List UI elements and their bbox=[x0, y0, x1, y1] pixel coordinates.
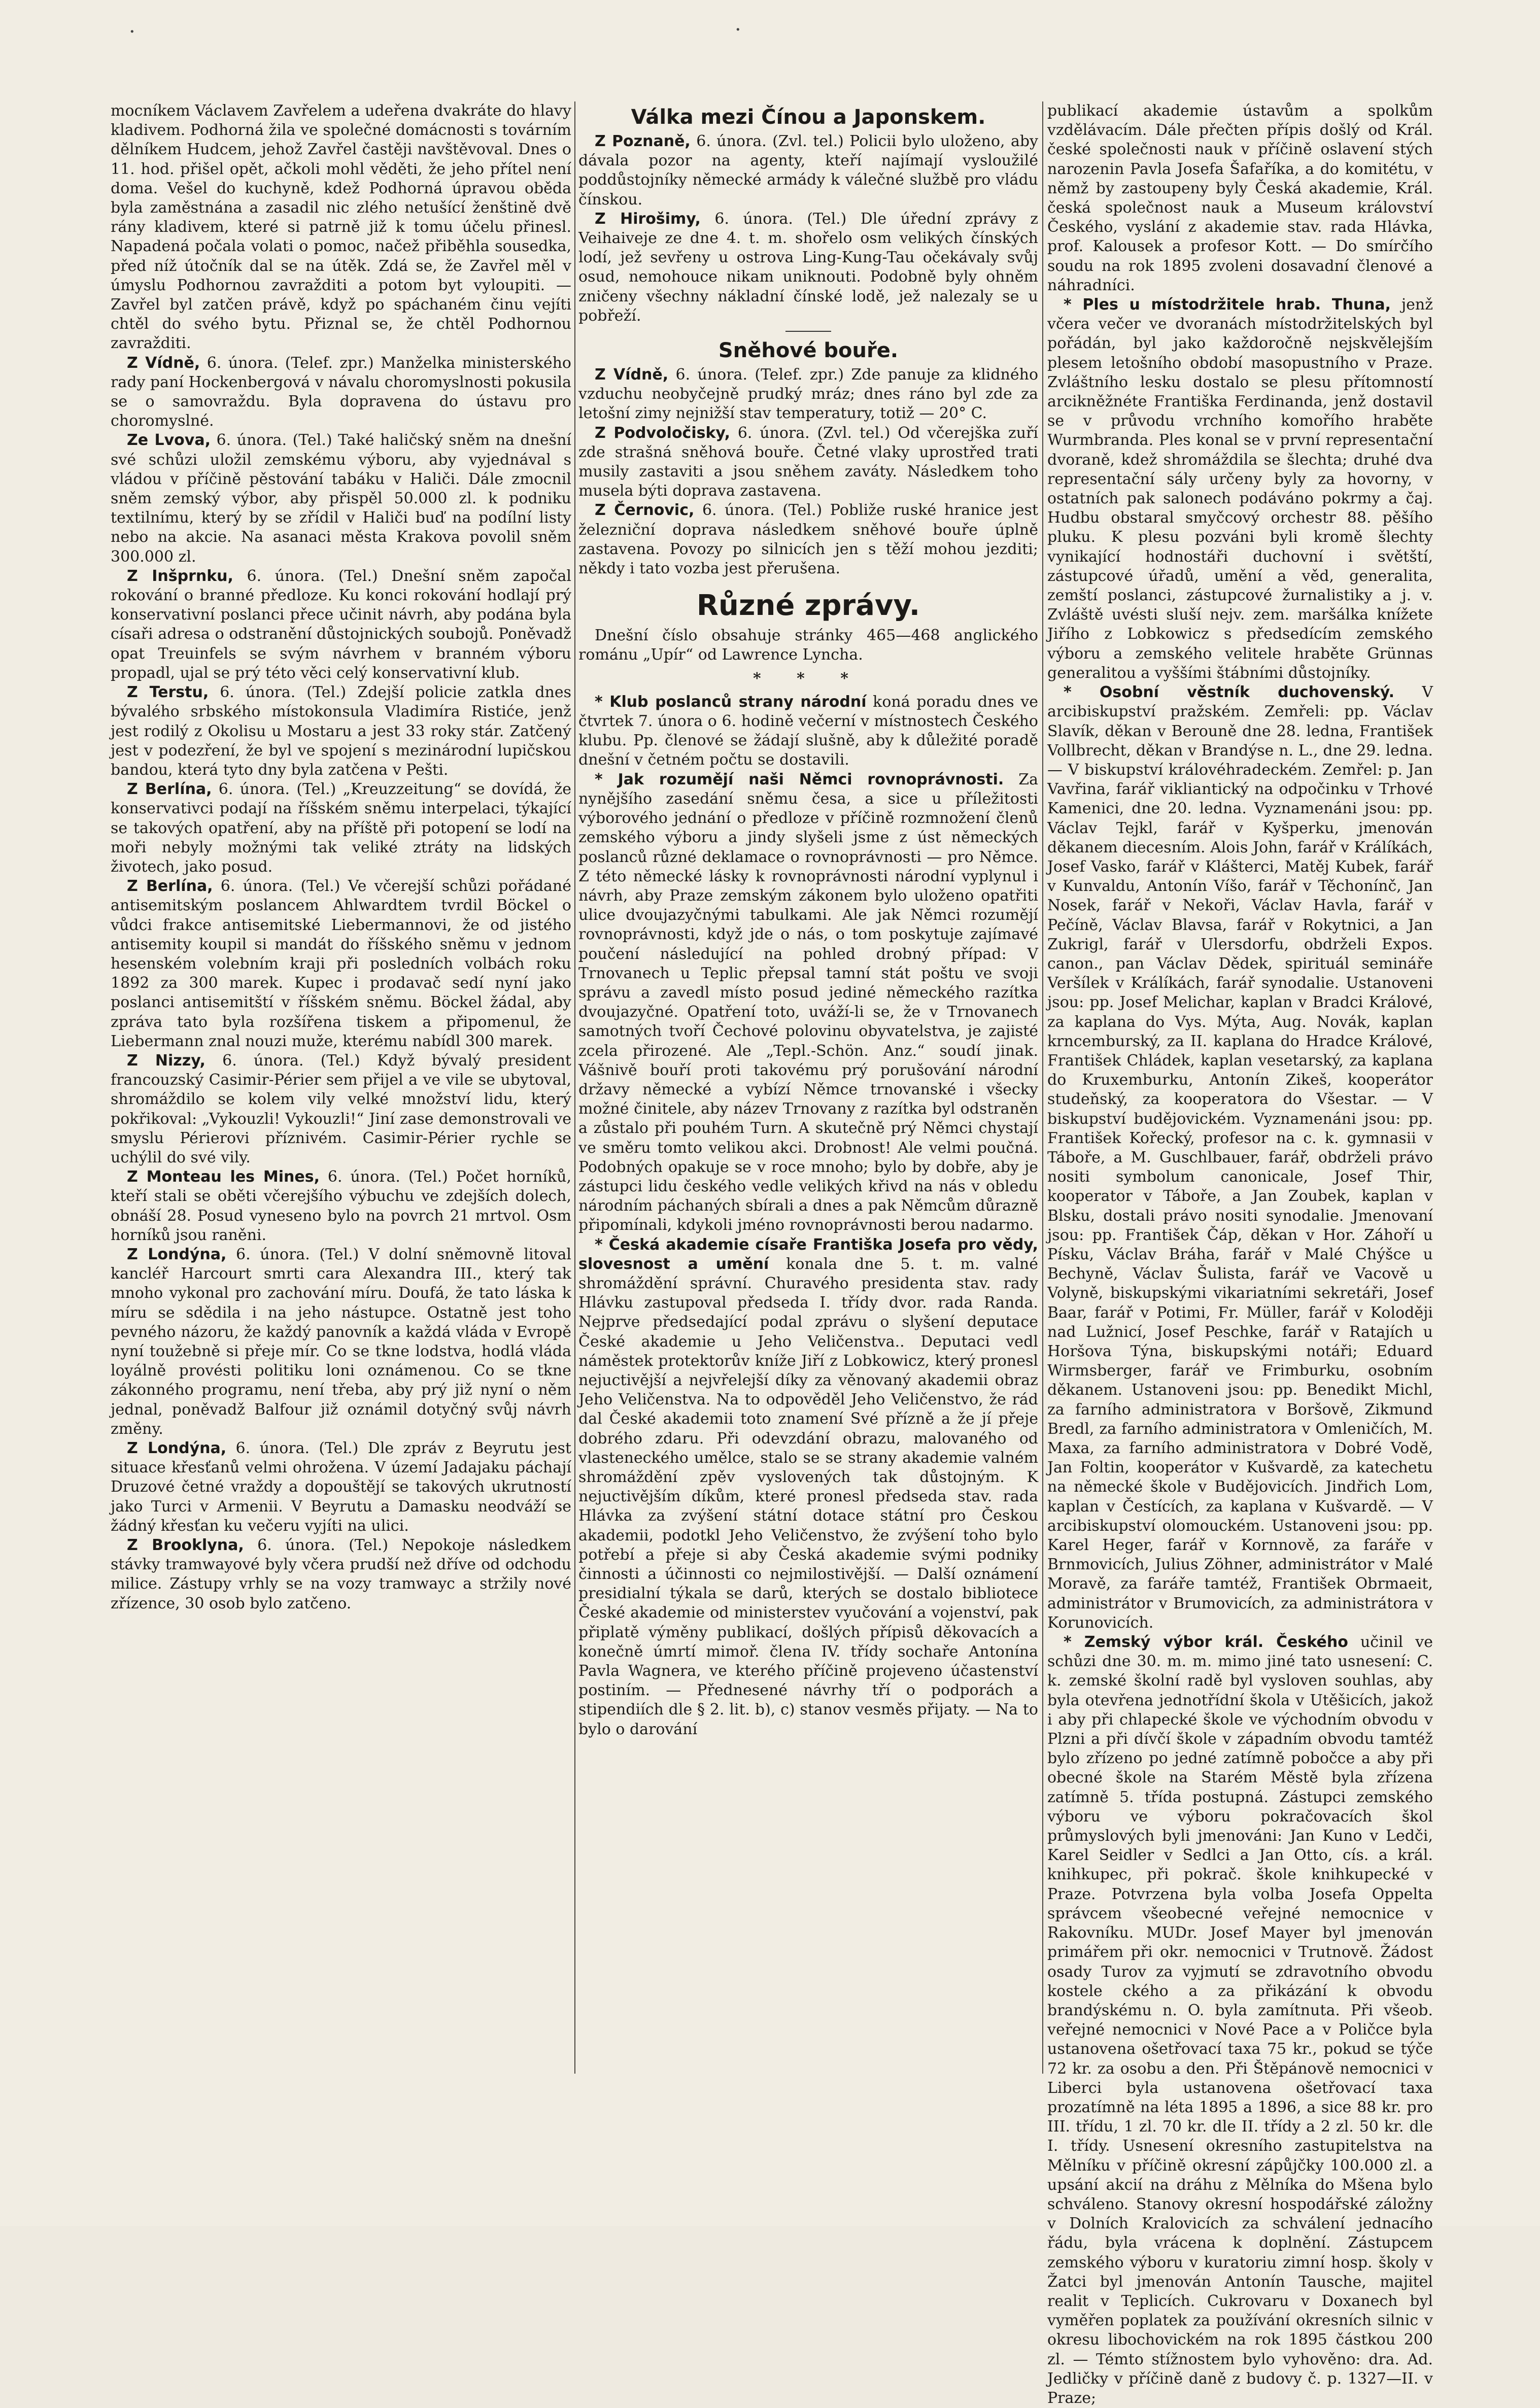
news-paragraph bbox=[578, 501, 1038, 578]
paragraph-text: V arcibiskupství pražském. Zemřeli: pp. Václav Slavík, děkan v Berouně dne 28. ledna, František Vollbrecht, děkan v Brandýse n. L., dne 29. ledna. — V biskupství královéhradeckém. Zemřel: p. Jan Vavřina, farář vikliantický na odpočinku v Trhové Kamenici, dne 20. ledna. Vyznamenáni jsou: pp. Václav Tejkl, farář v Kyšperku, jmenován děkanem diecesním. Alois John, farář v Králíkách, Josef Vasko, farář v Klášterci, Matěj Kubek, farář v Kunvaldu, Antonín Víšo, farář v Těchonínč, Jan Nosek, farář v Nekoři, Václav Havla, farář v Pečíně, Václav Blavsa, farář v Rokytnici, a Jan Zukrigl, farář v Ulersdorfu, obdrželi Expos. canon., pan Václav Dědek, spirituál semináře Veršílek v Králíkách, farář synodalie. Ustanoveni jsou: pp. Josef Melichar, kaplan v Bradci Králové, za kaplana do Vys. Mýta, Aug. Novák, kaplan krncemburský, za II. kaplana do Hradce Králové, František Chládek, kaplan vesetarský, za kaplana do Kruxemburku, Antonín Zikeš, kooperátor studeňský, za kooperatora do Všestar. — V biskupství budějovickém. Vyznamenáni jsou: pp. František Kořecký, profesor na c. k. gymnasii v Táboře, a M. Guschlbauer, farář, obdrželi právo nositi symbolum canonicale, Josef Thir, kooperator v Táboře, a Jan Zoubek, kaplan v Blsku, dostali právo nositi synodalie. Jmenovaní jsou: pp. František Čáp, děkan v Hor. Záhoří u Písku, Václav Bráha, farář v Malé Chýšce u Bechyně, Václav Šulista, farář ve Vacově u Volyně, biskupskými vikariatními sekretáři, Josef Baar, farář v Potimi, Fr. Müller, farář v Koloději nad Lužnicí, Josef Peschke, farář v Ratajích u Horšova Týna, biskupskými notáři; Eduard Wirmsberger, farář ve Frimburku, osobním děkanem. Ustanoveni jsou: pp. Benedikt Michl, za farního administratora v Boršově, Zikmund Bredl, za farního administratora v Omleničích, M. Maxa, za farního administratora v Dobré Vodě, Jan Foltin, kooperátor v Kušvardě, za katechetu na německé škole v Budějovicích. Jindřich Lom, kaplan v Čestících, za kaplana v Kušvardě. — V arcibiskupství olomouckém. Ustanoveni jsou: pp. Karel Heger, farář v Kornnově, za faráře v Brnmovicích, Julius Zöhner, administrátor v Malé Moravě, za faráře tamtéž, František Obrmaeit, administrátor v Brumovicích, za administrátora v Korunovicích. bbox=[1047, 683, 1433, 1632]
paragraph-text: 6. února. (Tel.) Když bývalý president francouzský Casimir-Périer sem přijel a ve vile se ubytoval, shromáždilo se kolem vily velké množství lidu, který pokřikoval: „Vykouzli! Vykouzli!“ Jiní zase demonstrovali ve smyslu Périerovi příznivém. Casimir-Périer rychle se uchýlil do své vily. bbox=[111, 1051, 571, 1166]
news-paragraph bbox=[111, 567, 571, 683]
paragraph-text: jenž včera večer ve dvoranách místodržitelských byl pořádán, byl jako každoročně nejskvělejším plesem letošního období masopustního v Praze. Zvláštního lesku dostalo se plesu přítomností arcikněžnéte Františka Ferdinanda, jenž dostavil se v průvodu vrchního komořího hraběte Wurmbranda. Ples konal se v první representační dvoraně, kdež shromáždila se šlechta; druhé dva representační sály určeny byly za hovorny, v ostatních pak salonech podáváno pokrmy a čaj. Hudbu obstaral smyčcový orchestr 88. pěšího pluku. K plesu pozváni byli kromě šlechty vynikající hodnostáři duchovní i světští, zástupcové úřadů, umění a věd, generalita, zemští poslanci, zástupcové žurnalistiky a j. v. Zvláště uvésti sluší nejv. zem. maršálka knížete Jiřího z Lobkowicz s předsedícím zemského výboru a zemského velitele hraběte Grünnas generalitou a vyššími štábními důstojníky. bbox=[1047, 296, 1433, 682]
news-paragraph bbox=[111, 431, 571, 566]
war-articles bbox=[578, 132, 1038, 326]
snow-articles bbox=[578, 365, 1038, 578]
paragraph-text: 6. února. (Tel.) Nepokoje následkem stávky tramwayové byly včera prudší než dříve od odchodu milice. Zástupy vrhly se na vozy tramwayc a stržily nové zřízence, 30 osob bylo zatčeno. bbox=[111, 1536, 571, 1612]
separator-rule bbox=[785, 331, 831, 332]
news-paragraph bbox=[111, 1167, 571, 1245]
news-paragraph bbox=[578, 626, 1038, 665]
news-paragraph bbox=[111, 1245, 571, 1439]
dateline: Z Vídně, bbox=[595, 366, 669, 384]
news-paragraph bbox=[111, 101, 571, 354]
paragraph-text: 6. února. (Zvl. tel.) Policii bylo uloženo, aby dávala pozor na agenty, kteří najímají vysloužilé poddůstojníky německé armády k válečné službě pro vládu čínskou. bbox=[578, 132, 1038, 209]
dateline: * Klub poslanců strany národní bbox=[595, 693, 867, 711]
margin-mark: · bbox=[129, 20, 135, 44]
paragraph-text: Dnešní číslo obsahuje stránky 465—468 anglického románu „Upír“ od Lawrence Lyncha. bbox=[578, 627, 1038, 664]
section-heading-snow: Sněhové bouře. bbox=[718, 339, 899, 363]
asterism-separator: * * * bbox=[753, 669, 864, 687]
news-paragraph bbox=[578, 210, 1038, 326]
dateline: Z Nizzy, bbox=[127, 1051, 206, 1070]
paragraph-text: 6. února. (Telef. zpr.) Zde panuje za klidného vzduchu neobyčejně prudký mráz; dnes ráno byl zde za letošní zimy nejnižší stav temperatury, totiž — 20° C. bbox=[578, 366, 1039, 423]
news-paragraph bbox=[1047, 295, 1433, 683]
paragraph-text: 6. února. (Tel.) V dolní sněmovně litoval kancléř Harcourt smrti cara Alexandra III., který tak mnoho vykonal pro zachování míru. Doufá, že tato láska k míru se sdědila i na jeho nástupce. Ostatně jest toho pevného názoru, že každý panovník a každá vláda v Evropě nyní toužebně si přeje mír. Co se tkne lodstva, hodlá vláda loyálně provésti politiku loni oznámenou. Co se tkne zákonného programu, není třeba, aby prý již nyní o něm jednal, poněvadž Balfour již oznámil dotyčný svůj návrh změny. bbox=[111, 1245, 572, 1438]
dateline: Z Poznaně, bbox=[595, 132, 691, 150]
news-paragraph bbox=[578, 424, 1038, 501]
dateline: Z Londýna, bbox=[127, 1245, 227, 1263]
news-paragraph bbox=[111, 1439, 571, 1536]
dateline: Z Černovic, bbox=[595, 501, 695, 520]
news-paragraph bbox=[1047, 1633, 1433, 2408]
dateline: * Česká akademie císaře Františka Josefa pro vědy, slovesnost a umění bbox=[578, 1235, 1038, 1273]
news-paragraph bbox=[111, 1536, 571, 1613]
column-2 bbox=[578, 101, 1038, 2074]
column-divider bbox=[1042, 101, 1043, 2074]
news-paragraph bbox=[111, 780, 571, 877]
paragraph-text: 6. února. (Tel.) „Kreuzzeitung“ se dovídá, že konservativci podají na říšském sněmu interpelaci, týkající se takových opatření, aby na příště při potopení se lodí na moři nebyly možnými tak veliké ztráty na lidských životech, jako posud. bbox=[111, 780, 571, 876]
paragraph-text: 6. února. (Tel.) Také haličský sněm na dnešní své schůzi uložil zemskému výboru, aby vyjednával s vládou v příčině pěstování tabáku v Haliči. Dále zmocnil sněm zemský výbor, aby přispěl 50.000 zl. k podniku textilnímu, který by se zřídil v Haliči buď na podílní listy nebo na akcie. Na asanaci města Krakova povolil sněm 300.000 zl. bbox=[111, 431, 571, 566]
dateline: * Jak rozumějí naši Němci rovnoprávnosti. bbox=[595, 770, 1004, 788]
dateline: Z Monteau les Mines, bbox=[127, 1168, 320, 1186]
news-paragraph bbox=[1047, 683, 1433, 1633]
news-paragraph bbox=[111, 1051, 571, 1167]
dateline: Z Brooklyna, bbox=[127, 1536, 244, 1555]
paragraph-text: 6. února. (Telef. zpr.) Manželka ministerského rady paní Hockenbergová v návalu choromyslnosti pokusila se o samovraždu. Byla dopravena do ústavu pro choromyslné. bbox=[111, 354, 571, 430]
news-paragraph bbox=[111, 683, 571, 780]
paragraph-text: 6. února. (Zvl. tel.) Od včerejška zuří zde strašná sněhová bouře. Četné vlaky uprostřed trati musily zastaviti a jsou sněhem zaváty. Následkem toho musela býti doprava zastavena. bbox=[578, 424, 1038, 500]
paragraph-text: 6. února. (Tel.) Dle zpráv z Beyrutu jest situace křesťanů velmi ohrožena. V území Jadajaku páchají Druzové četné vraždy a dopouštějí se takových ukrutností jako Turci v Armenii. V Beyrutu a Damasku neodváží se žádný křesťan ku večeru vyjíti na ulici. bbox=[111, 1439, 572, 1535]
dateline: Z Berlína, bbox=[127, 780, 212, 799]
paragraph-text: mocníkem Václavem Zavřelem a udeřena dvakráte do hlavy kladivem. Podhorná žila ve společné domácnosti s továrním dělníkem Hudcem, jehož Zavřel častěji navštěvoval. Dnes o 11. hod. přišel opět, ačkoli mohl věděti, že jeho přítel není doma. Vešel do kuchyně, kdež Podhorná úpravou oběda byla zaměstnána a zasadil nic zlého netušící ženštině dvě rány kladivem, které si patrně již k tomu účelu přinesl. Napadená počala volati o pomoc, načež přiběhla sousedka, před níž útočník dal se na útěk. Zdá se, že Zavřel měl v úmyslu Podhornou zavražditi a potom byt vyloupiti. — Zavřel byl zatčen právě, když po spáchaném činu vejíti chtěl do svého bytu. Přiznal se, že chtěl Podhornou zavražditi. bbox=[111, 102, 571, 353]
margin-mark: · bbox=[735, 18, 741, 42]
section-heading-misc: Různé zprávy. bbox=[696, 589, 920, 623]
paragraph-text: 6. února. (Tel.) Zdejší policie zatkla dnes bývalého srbského místokonsula Vladimíra Ristiće, jenž jest rodilý z Okolisu u Mostaru a jest 33 roky stár. Zatčený jest v podezření, že byl ve spojení s mezinárodní lupičskou bandou, která tyto dny byla zatčena v Pešti. bbox=[111, 683, 571, 779]
column-divider bbox=[574, 101, 575, 2074]
paragraph-text: 6. února. (Tel.) Dnešní sněm započal rokování o branné předloze. Ku konci rokování hodlají prý konservativní poslanci přece učinit návrh, aby podána byla císaři adresa o odstranění důstojnických soubojů. Poněvadž opat Treuinfels se svým návrhem v branném výboru propadl, ujal se prý této věci celý konservativní klub. bbox=[111, 567, 571, 682]
dateline: * Ples u místodržitele hrab. Thuna, bbox=[1064, 296, 1391, 314]
dateline: * Osobní věstník duchovenský. bbox=[1064, 683, 1395, 702]
dateline: Z Terstu, bbox=[127, 683, 209, 702]
paragraph-text: 6. února. (Tel.) Dle úřední zprávy z Veihaiveje ze dne 4. t. m. shořelo osm velikých čínských lodí, jež sevřeny u ostrova Ling-Kung-Tau očekávaly svůj osud, nemohouce nikam uniknouti. Podobně byly ohněm zničeny všechny nákladní čínské lodě, jež nalezaly se u pobřeží. bbox=[578, 210, 1039, 325]
news-paragraph bbox=[111, 354, 571, 431]
news-paragraph bbox=[111, 877, 571, 1051]
dateline: Z Hirošimy, bbox=[595, 210, 701, 228]
column-1 bbox=[111, 101, 571, 2074]
dateline: Z Berlína, bbox=[127, 877, 213, 896]
column-3 bbox=[1047, 101, 1433, 2407]
news-paragraph bbox=[578, 693, 1038, 770]
dateline: * Zemský výbor král. Českého bbox=[1064, 1633, 1348, 1652]
dateline: Ze Lvova, bbox=[127, 431, 211, 450]
dateline: Z Inšprnku, bbox=[127, 567, 233, 585]
misc-articles bbox=[578, 626, 1038, 1739]
news-paragraph bbox=[578, 770, 1038, 1235]
news-paragraph bbox=[578, 132, 1038, 210]
news-paragraph bbox=[578, 365, 1038, 424]
paragraph-text: učinil ve schůzi dne 30. m. m. mimo jiné tato usnesení: C. k. zemské školní radě byl vysloven souhlas, aby byla otevřena jednotřídní škola v Utěšicích, jakož i aby při chlapecké škole ve východním obvodu v Plzni a při dívčí škole v západním obvodu tamtéž bylo zřízeno po jedné zatímně pobočce a aby při obecné škole na Starém Městě byla zřízena zatímně 5. třída postupná. Zástupci zemského výboru ve výboru pokračovacích škol průmyslových byli jmenováni: Jan Kuno v Ledči, Karel Seidler v Sedlci a Jan Otto, cís. a král. knihkupec, při pokrač. škole knihkupecké v Praze. Potvrzena byla volba Josefa Oppelta správcem všeobecné veřejné nemocnice v Rakovníku. MUDr. Josef Mayer byl jmenován primářem při okr. nemocnici v Trutnově. Žádost osady Turov za vyjmutí se zdravotního obvodu kostele ckého a za přikázání k obvodu brandýskému n. O. byla zamítnuta. Při všeob. veřejné nemocnici v Nové Pace a v Poličce byla ustanovena ošetřovací taxa 75 kr., pokud se týče 72 kr. za osobu a den. Při Štěpánově nemocnici v Liberci byla ustanovena ošetřovací taxa prozatímně na léta 1895 a 1896, a sice 88 kr. pro III. třídu, 1 zl. 70 kr. dle II. třídy a 2 zl. 50 kr. dle I. třídy. Usnesení okresního zastupitelstva na Mělníku v příčině okresní zápůjčky 100.000 zl. a upsání akcií na dráhu z Mělníka do Mšena bylo schváleno. Stanovy okresní hospodářské záložny v Dolních Kralovicích za schválení jednacího řádu, byla vrácena k doplnění. Zástupcem zemského výboru v kuratoriu zimní hosp. školy v Žatci byl jmenován Antonín Tausche, majitel realit v Teplicích. Cukrovaru v Doxanech byl vyměřen poplatek za používání okresních silnic v okresu libochovickém na rok 1895 částkou 200 zl. — Témto stížnostem bylo vyhověno: dra. Ad. Jedličky v příčině daně z budovy č. p. 1327—II. v Praze; bbox=[1047, 1633, 1433, 2407]
paragraph-text: 6. února. (Tel.) Pobliže ruské hranice jest železniční doprava následkem sněhové bouře úplně zastavena. Povozy po silnicích jen s těží mohou jezditi; někdy i tato vozba jest přerušena. bbox=[578, 501, 1038, 578]
dateline: Z Podvoločisky, bbox=[595, 424, 731, 442]
news-paragraph bbox=[1047, 101, 1433, 295]
paragraph-text: konala dne 5. t. m. valné shromáždění správní. Churavého presidenta stav. rady Hlávku zastupoval předseda I. třídy dvor. rada Randa. Nejprve předsedající podal zprávu o slyšení deputace České akademie u Jeho Veličenstva.. Deputaci vedl náměstek protektorův kníže Jiří z Lobkowicz, který pronesl nejuctivější a nejvřelejší díky za věnovaný akademii obraz Jeho Veličenstva. Na to odpověděl Jeho Veličenstvo, že rád dal České akademii toto znamení Své přízně a že jí přeje dobrého zdaru. Při odevzdání obrazu, malovaného od vlasteneckého umělce, stalo se se strany akademie valném shromáždění zpěv vyslovených tak důstojným. K nejuctivějším díkům, které pronesl předseda stav. rada Hlávka za zvýšení státní dotace státní pro Českou akademii, podotkl Jeho Veličenstvo, že zvýšení toho bylo potřebí a přeje si aby Česká akademie svými podniky činnosti a účinnosti co nejmilostivější. — Další oznámení presidialní týkala se darů, kterých se dostalo bibliotece České akademie od ministerstev vyučování a vojenství, pak připlatě výměny publikací, došlých přípisů děkovacích a konečně úmrtí mimoř. člena IV. třídy sochaře Antonína Pavla Wagnera, ve kterého příčině projeveno účastenství postiním. — Přednesené návrhy tří o podporách a stipendiích dle § 2. lit. b), c) stanov vesměs přijaty. — Na to bylo o darování bbox=[578, 1255, 1038, 1738]
dateline: Z Londýna, bbox=[127, 1439, 227, 1458]
section-heading-war: Válka mezi Čínou a Japonskem. bbox=[631, 106, 986, 129]
paragraph-text: 6. února. (Tel.) Počet horníků, kteří stali se oběti včerejšího výbuchu ve zdejších dolech, obnáší 28. Posud vyneseno bylo na povrch 21 mrtvol. Osm horníků jsou raněni. bbox=[111, 1168, 572, 1244]
dateline: Z Vídně, bbox=[127, 354, 200, 372]
paragraph-text: koná poradu dnes ve čtvrtek 7. února o 6. hodině večerní v místnostech Českého klubu. Pp. členové se žádají slušně, aby k důležité poradě dnešní v četném počtu se dostavili. bbox=[578, 693, 1038, 769]
news-paragraph bbox=[578, 1235, 1038, 1739]
paragraph-text: publikací akademie ústavům a spolkům vzdělávacím. Dále přečten přípis došlý od Král. české společnosti nauk v příčině oslavení stých narozenin Pavla Josefa Šafaříka, a do komitétu, v němž by zastoupeny byly Česká akademie, Král. česká společnost nauk a Museum království Českého, vyslání z akademie stav. rada Hlávka, prof. Kalousek a profesor Kott. — Do smírčího soudu na rok 1895 zvoleni dosavadní členové a náhradníci. bbox=[1047, 102, 1433, 294]
paragraph-text: Za nynějšího zasedání sněmu česa, a sice u příležitosti výborového jednání o předloze v příčině rozmnožení členů zemského výboru a jindy slyšeli jsme z úst německých poslanců různé deklamace o rovnoprávnosti — pro Němce. Z této německé lásky k rovnoprávnosti národní vyplynul i návrh, aby Praze zemským zákonem bylo uloženo opatřiti ulice dvoujazyčnými tabulkami. Ale jak Němci rozumějí rovnoprávnosti, když jde o nás, o tom poskytuje zajímavé poučení následující na pohled drobný případ: V Trnovanech u Teplic přepsal tamní stát poštu ve svoji správu a zavedl místo posud jediné německého razítka dvoujazyčné. Opatření toto, uváží-li se, že v Trnovanech samotných tvoří Čechové polovinu obyvatelstva, je zajisté zcela přirozené. Ale „Tepl.-Schön. Anz.“ soudí jinak. Vášnivě bouří proti takovému prý porušování národní državy německé a vybízí Němce trnovanské i všecky možné činitele, aby název Trnovany z razítka byl odstraněn a zůstalo při pouhém Turn. A skutečně prý Němci chystají ve směru tomto velikou akci. Drobnost! Ale velmi poučná. Podobných opakuje se v roce mnoho; bylo by dobře, aby je zástupci lidu českého vedle velikých křivd na nás v obledu národním páchaných sbírali a dnes a pak Němcům důrazně připomínali, kdykoli jméno rovnoprávnosti berou nadarmo. bbox=[578, 770, 1038, 1234]
paragraph-text: 6. února. (Tel.) Ve včerejší schůzi pořádané antisemitským poslancem Ahlwardtem tvrdil Böckel o vůdci frakce antisemitské Liebermannovi, že od jistého antisemity koupil si mandát do říšského sněmu v jednom hesenském volebním kraji při posledních volbách roku 1892 za 300 marek. Kupec i prodavač sedí nyní jako poslanci antisemitští v říšském sněmu. Böckel žádal, aby zpráva tato byla rozšířena tiskem a připomenul, že Liebermann znal nouzi muže, kterému nabídl 300 marek. bbox=[111, 877, 571, 1050]
